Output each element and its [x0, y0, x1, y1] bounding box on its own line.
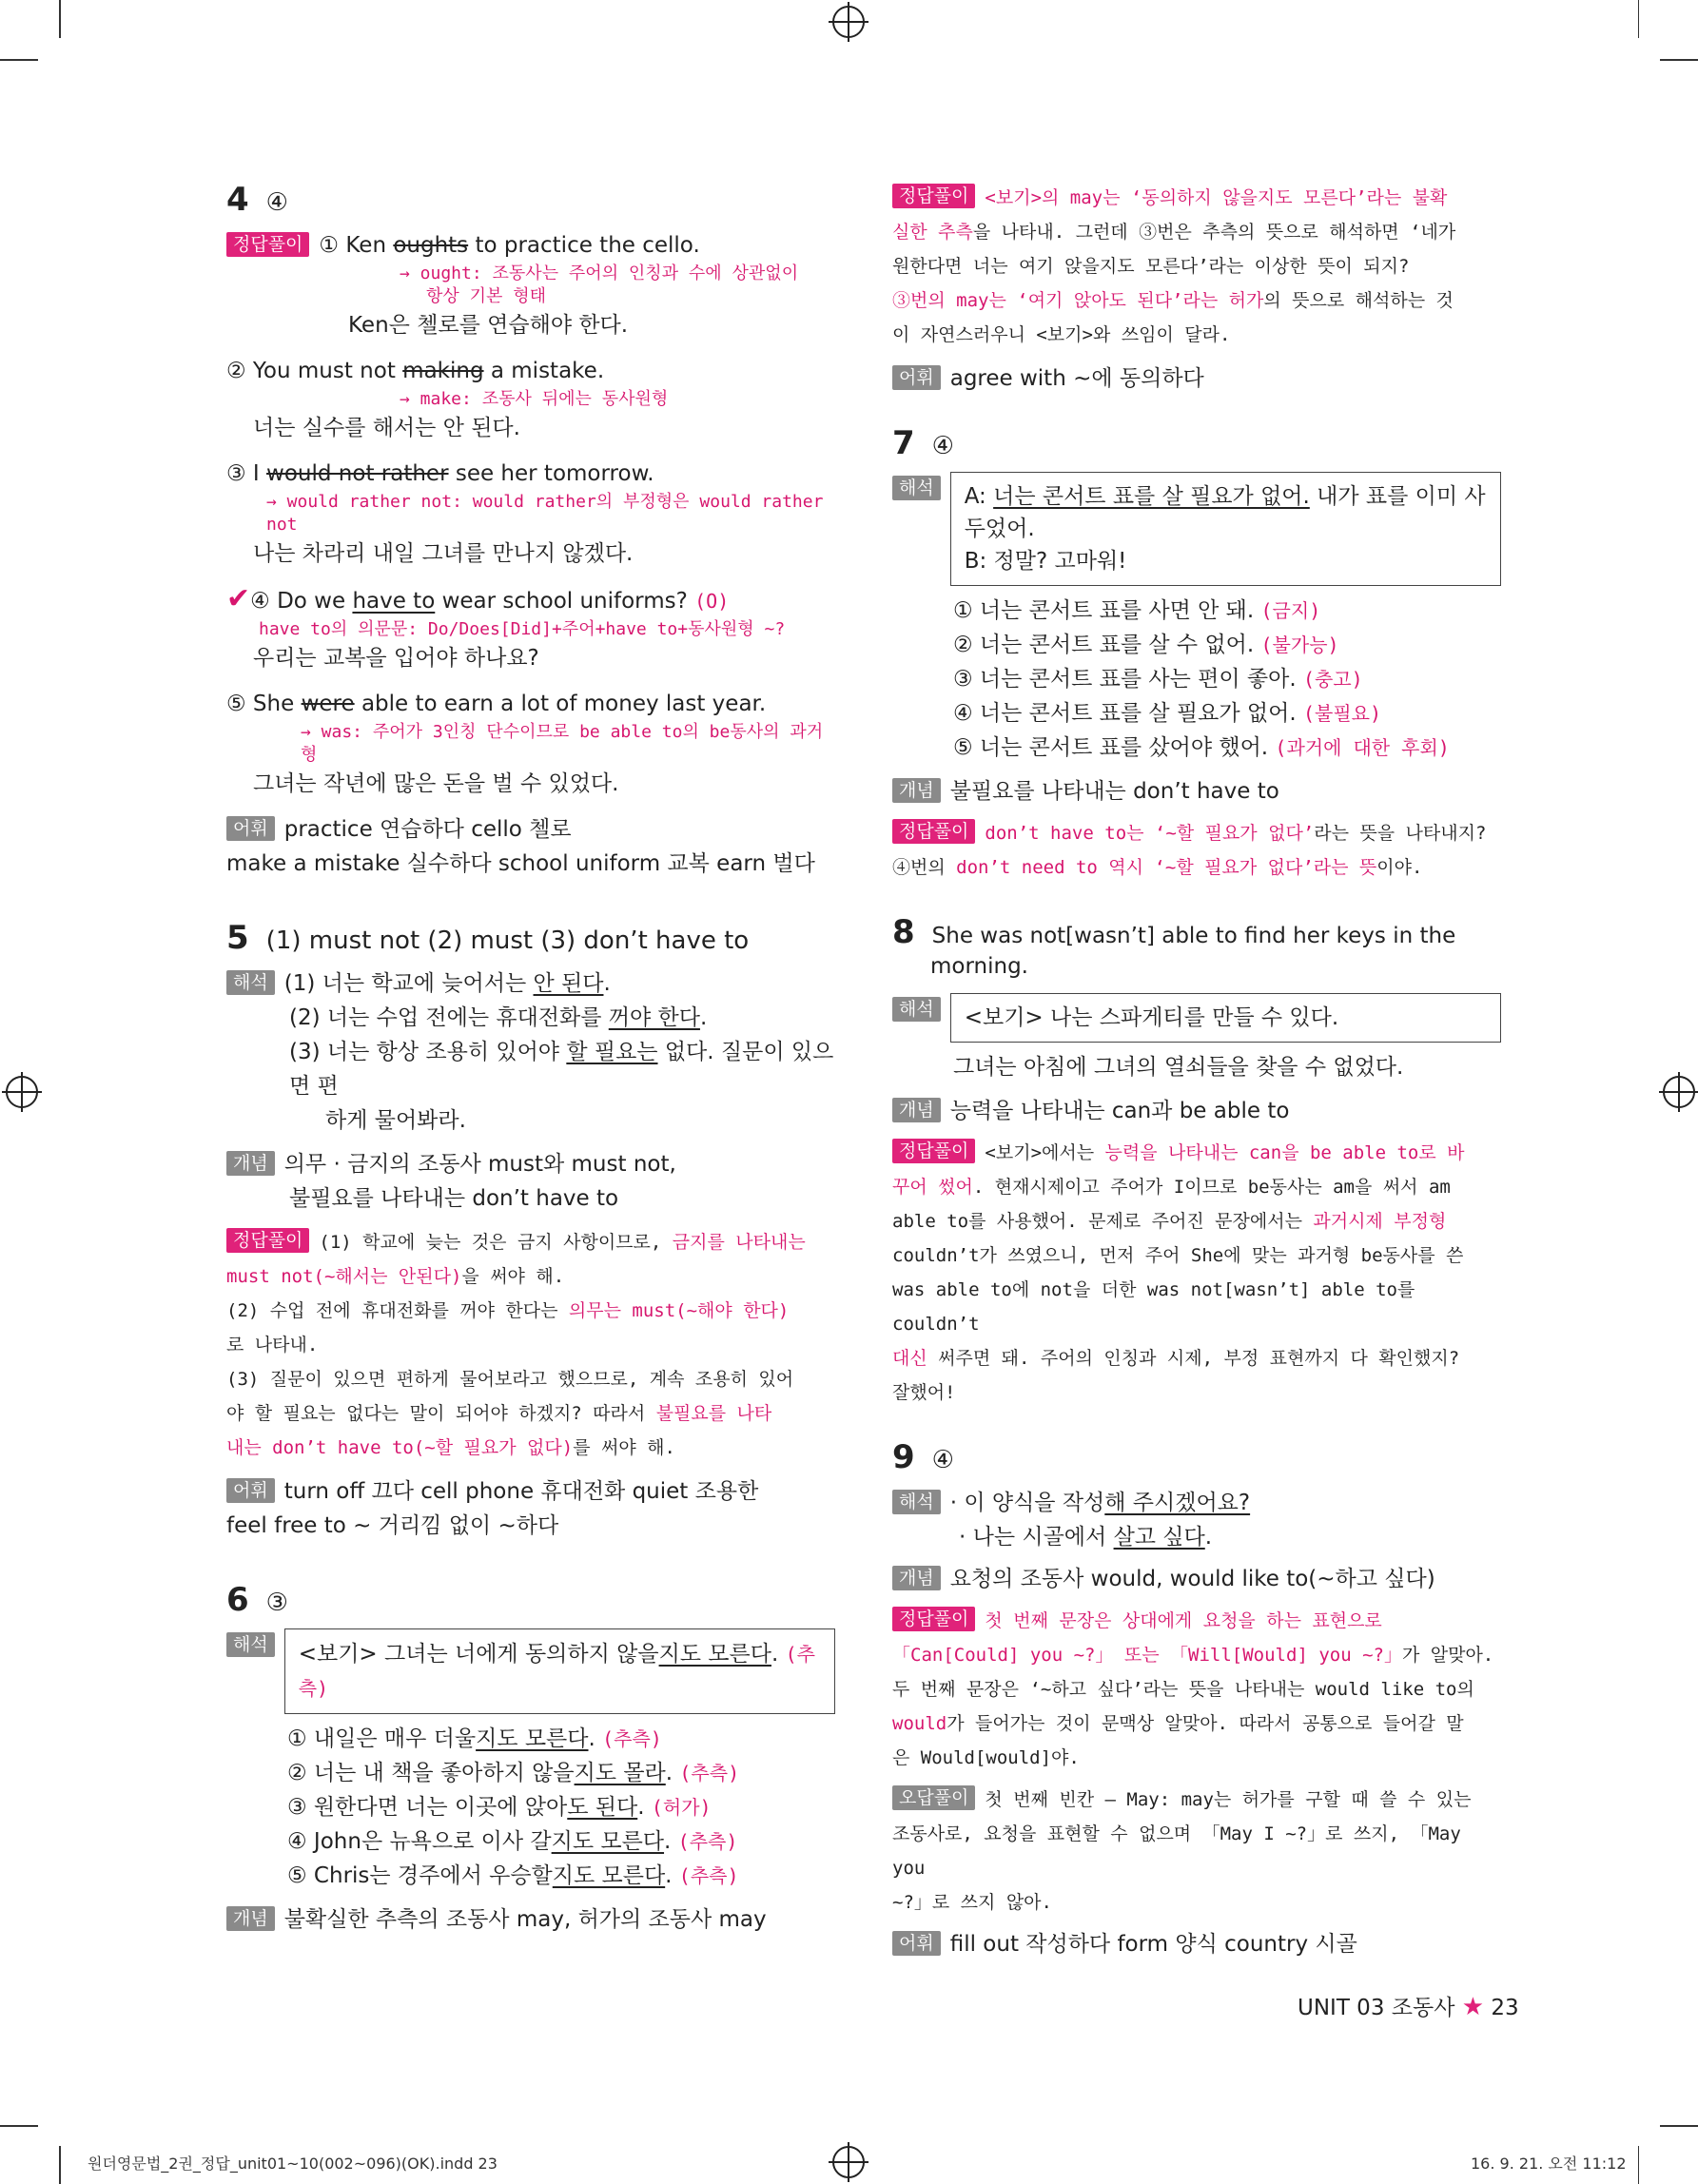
handwritten-note: → was: 주어가 3인칭 단수이므로 be able to의 be동사의 과거형: [301, 722, 824, 765]
question-heading: [892, 1438, 1501, 1476]
question-heading: [226, 919, 835, 957]
dialogue-box: A: 너는 콘서트 표를 살 필요가 없어. 내가 표를 이미 사 두었어. B: 정말? 고마워!: [950, 472, 1501, 586]
translation: 너는 실수를 해서는 안 된다.: [253, 416, 520, 440]
check-icon: ✔: [226, 582, 251, 615]
question-number: 4: [226, 181, 249, 219]
print-date: 16. 9. 21. 오전 11:12: [1471, 2155, 1627, 2173]
vocab-tag: 어휘: [892, 365, 941, 390]
question-heading: [892, 913, 1501, 951]
crop-mark: [0, 2125, 38, 2127]
file-name: 원더영문법_2권_정답_unit01~10(002~096)(OK).indd 23: [88, 2155, 498, 2173]
answer-explanation-tag: 정답풀이: [892, 819, 975, 844]
question-number: 7: [892, 424, 915, 462]
handwritten-note: 항상 기본 형태: [426, 286, 547, 306]
handwritten-note: → ought: 조동사는 주어의 인칭과 수에 상관없이: [400, 263, 799, 283]
question-7: 7 ④ 해석 A: 너는 콘서트 표를 살 필요가 없어. 내가 표를 이미 사 두었어. B: 정말? 고마워! ① 너는 콘서트 표를 사면 안 돼. (금지) ② 너는 콘서트 표를 살 수 없어. (불가능) ③ 너는 콘서트 표를 사는 편이 좋아. (충고) ④ 너는 콘서트 표를 살 필요가 없어. (불필요) ⑤ 너는 콘서트 표를 샀어야 했어. (과거에 대한 후회) 개념 불필요를 나타내는 don’t have to 정답풀이 don’t have to는 ‘~할 필요가 없다’라는 뜻을 나타내지? ④번의 don’t need to 역시 ‘~할 필요가 없다’라는 뜻이야.: [892, 424, 1501, 885]
example-box: <보기> 그녀는 너에게 동의하지 않을지도 모른다. (추측): [284, 1628, 835, 1714]
answer-explanation-tag: 정답풀이: [892, 1139, 975, 1163]
wrong-answer-tag: 오답풀이: [892, 1785, 975, 1810]
vocabulary: 어휘 agree with ~에 동의하다: [892, 361, 1501, 396]
handwritten-note: have to의 의문문: Do/Does[Did]+주어+have to+동사원형 ~?: [259, 619, 786, 639]
answer-explanation-tag: 정답풀이: [892, 1607, 975, 1631]
left-column: [226, 181, 835, 1958]
question-number: 9: [892, 1438, 915, 1476]
item-3: ③ I would not rather see her tomorrow.: [226, 461, 654, 486]
crop-mark: [59, 2146, 61, 2184]
vocab-tag: 어휘: [892, 1931, 941, 1956]
translation-tag: 해석: [892, 476, 941, 500]
item-4: ✔④ Do we have to wear school uniforms? (O): [226, 582, 730, 615]
crop-mark: [59, 0, 61, 38]
question-8: 8 She was not[wasn’t] able to find her keys in the morning. 해석 <보기> 나는 스파게티를 만들 수 있다. 그녀는 아침에 그녀의 열쇠들을 찾을 수 없었다. 개념 능력을 나타내는 can과 be able to 정답풀이 <보기>에서는 능력을 나타내는 can을 be able to로 바 꾸어 썼어. 현재시제이고 주어가 I이므로 be동사는 am을 써서 am able to를 사용했어. 문제로 주어진 문장에서는 과거시제 부정형 couldn’t가 쓰였으니, 먼저 주어 She에 맞는 과거형 be동사를 쓴 was able to에 not을 더한 was not[wasn’t] able to를 couldn’t 대신 써주면 돼. 주어의 인칭과 시제, 부정 표현까지 다 확인했지? 잘했어!: [892, 913, 1501, 1410]
question-6-explanation: 정답풀이 <보기>의 may는 ‘동의하지 않을지도 모른다’라는 불확 실한 추측을 나타내. 그런데 ③번은 추측의 뜻으로 해석하면 ‘네가 원한다면 너는 여기 앉을지도 모른다’라는 이상한 뜻이 되지? ③번의 may는 ‘여기 앉아도 된다’라는 허가의 뜻으로 해석하는 것 이 자연스러우니 <보기>와 쓰임이 달라. 어휘 agree with ~에 동의하다: [892, 181, 1501, 396]
item-5: ⑤ She were able to earn a lot of money last year.: [226, 692, 767, 716]
question-5: 5 (1) must not (2) must (3) don’t have to 해석 (1) 너는 학교에 늦어서는 안 된다. (2) 너는 수업 전에는 휴대전화를 꺼야 한다. (3) 너는 항상 조용히 있어야 할 필요는 없다. 질문이 있으면 편 하게 물어봐라. 개념 의무 · 금지의 조동사 must와 must not, 불필요를 나타내는 don’t have to 정답풀이 (1) 학교에 늦는 것은 금지 사항이므로, 금지를 나타내는 must not(~해서는 안된다)을 써야 해. (2) 수업 전에 휴대전화를 꺼야 한다는 의무는 must(~해야 한다) 로 나타내. (3) 질문이 있으면 편하게 물어보라고 했으므로, 계속 조용히 있어 야 할 필요는 없다는 말이 되어야 하겠지? 따라서 불필요를 나타 내는 don’t have to(~할 필요가 없다)를 써야 해. 어휘 turn off 끄다 cell phone 휴대전화 quiet 조용한 feel free to ~ 거리낌 없이 ~하다: [226, 919, 835, 1543]
question-6: 6 ③ 해석 <보기> 그녀는 너에게 동의하지 않을지도 모른다. (추측) ① 내일은 매우 더울지도 모른다. (추측) ② 너는 내 책을 좋아하지 않을지도 몰라. (추측) ③ 원한다면 너는 이곳에 앉아도 된다. (허가) ④ John은 뉴욕으로 이사 갈지도 모른다. (추측) ⑤ Chris는 경주에서 우승할지도 모른다. (추측) 개념 불확실한 추측의 조동사 may, 허가의 조동사 may: [226, 1581, 835, 1937]
concept-tag: 개념: [226, 1906, 275, 1931]
item-1: 정답풀이 ① Ken oughts to practice the cello.: [226, 228, 835, 263]
answer-explanation-tag: 정답풀이: [226, 232, 309, 257]
vocabulary: 어휘 practice 연습하다 cello 첼로: [226, 812, 835, 847]
star-icon: ★: [1461, 1993, 1485, 2021]
right-column: [892, 181, 1501, 1982]
registration-mark-right: [1663, 1076, 1695, 1108]
translation: 나는 차라리 내일 그녀를 만나지 않겠다.: [253, 541, 634, 566]
handwritten-note: → would rather not: would rather의 부정형은 would rather not: [266, 492, 824, 535]
question-9: 9 ④ 해석 · 이 양식을 작성해 주시겠어요? · 나는 시골에서 살고 싶다. 개념 요청의 조동사 would, would like to(~하고 싶다) 정답풀이 첫 번째 문장은 상대에게 요청을 하는 표현으로 「Can[Could] you ~?」 또는 「Will[Would] you ~?」가 알맞아. 두 번째 문장은 ‘~하고 싶다’라는 뜻을 나타내는 would like to의 would가 들어가는 것이 문맥상 알맞아. 따라서 공통으로 들어갈 말 은 Would[would]야. 오답풀이 첫 번째 빈칸 – May: may는 허가를 구할 때 쓸 수 있는 조동사로, 요청을 표현할 수 없으며 「May I ~?」로 쓰지, 「May you ~?」로 쓰지 않아. 어휘 fill out 작성하다 form 양식 country 시골: [892, 1438, 1501, 1961]
crop-mark: [1638, 0, 1640, 38]
page-number: 23: [1491, 1996, 1519, 2020]
answer-explanation-tag: 정답풀이: [226, 1228, 309, 1253]
crop-mark: [0, 59, 38, 61]
answer: ④: [931, 432, 954, 460]
vocabulary: 어휘 turn off 끄다 cell phone 휴대전화 quiet 조용한: [226, 1474, 835, 1509]
crop-mark: [1638, 2146, 1640, 2184]
crop-mark: [1660, 59, 1698, 61]
question-heading: [226, 181, 835, 219]
concept-tag: 개념: [892, 1098, 941, 1122]
vocab-tag: 어휘: [226, 1478, 275, 1503]
question-number: 6: [226, 1581, 249, 1619]
example-box: <보기> 나는 스파게티를 만들 수 있다.: [950, 993, 1501, 1043]
concept-tag: 개념: [226, 1151, 275, 1176]
answer: ③: [265, 1589, 288, 1617]
vocab-tag: 어휘: [226, 816, 275, 841]
registration-mark-left: [6, 1076, 38, 1108]
answer: ④: [931, 1446, 954, 1474]
answer: ④: [265, 188, 288, 217]
translation: 우리는 교복을 입어야 하나요?: [253, 646, 539, 671]
answer: She was not[wasn’t] able to find her keys in the: [931, 924, 1456, 948]
translation-tag: 해석: [226, 970, 275, 995]
crop-mark: [1660, 2125, 1698, 2127]
vocabulary: make a mistake 실수하다 school uniform 교복 earn 벌다: [226, 851, 815, 876]
translation: 그녀는 작년에 많은 돈을 벌 수 있었다.: [253, 771, 619, 796]
concept-tag: 개념: [892, 778, 941, 803]
translation-tag: 해석: [226, 1632, 275, 1657]
question-heading: [892, 424, 1501, 462]
question-heading: [226, 1581, 835, 1619]
question-number: 5: [226, 919, 249, 957]
translation-tag: 해석: [892, 997, 941, 1022]
page-footer: [1298, 1990, 1519, 2021]
translation-tag: 해석: [892, 1490, 941, 1514]
item-2: ② You must not making a mistake.: [226, 359, 605, 383]
answer-explanation-tag: 정답풀이: [892, 184, 975, 208]
question-number: 8: [892, 913, 915, 951]
registration-mark-bottom: [832, 2146, 865, 2178]
unit-label: UNIT 03 조동사: [1298, 1996, 1455, 2020]
vocabulary: feel free to ~ 거리낌 없이 ~하다: [226, 1513, 559, 1538]
question-4: [226, 181, 835, 881]
handwritten-note: → make: 조동사 뒤에는 동사원형: [400, 389, 669, 409]
vocabulary: 어휘 fill out 작성하다 form 양식 country 시골: [892, 1927, 1501, 1961]
registration-mark-top: [832, 6, 865, 38]
answer: (1) must not (2) must (3) don’t have to: [265, 926, 750, 955]
translation: Ken은 첼로를 연습해야 한다.: [348, 313, 629, 338]
concept-tag: 개념: [892, 1566, 941, 1590]
